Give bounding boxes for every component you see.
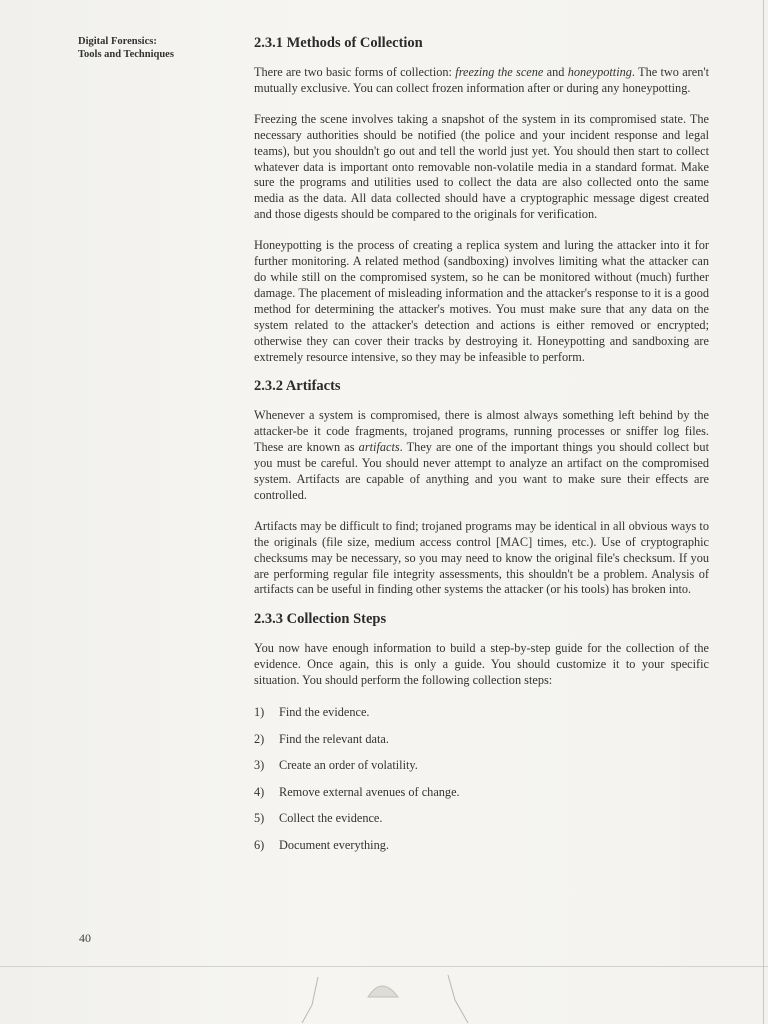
list-item: 3) Create an order of volatility. (254, 758, 418, 773)
paragraph-collection-steps-intro: You now have enough information to build a step-by-step guide for the collection of the evidence. Once again, this is only a guide. You should customize it to your specific situation. You should perform the following collection steps: (254, 641, 709, 688)
list-item: 6) Document everything. (254, 837, 389, 852)
list-item: 1) Find the evidence. (254, 705, 370, 720)
paragraph-forms-of-collection: There are two basic forms of collection: freezing the scene and honeypotting. The two aren't mutually exclusive. You can collect frozen information after or during any honeypotting. (254, 65, 710, 95)
page-right-edge (763, 0, 764, 1024)
paragraph-artifacts-difficulty: Artifacts may be difficult to find; trojaned programs may be identical in all obvious ways to the originals (file size, medium access control [MAC] times, etc.). Use of cryptographic checksums may be necessary, so you may need to know the original file's checksum. If you are performing regular file integrity assessments, this shouldn't be a problem. Analysis of artifacts can be useful in finding other systems the attacker (or his tools) has broken into. (254, 518, 709, 597)
term-artifacts: artifacts (358, 440, 400, 455)
binding-mark-decoration (300, 965, 470, 1024)
term-honeypotting: honeypotting (567, 65, 632, 79)
term-freezing-the-scene: freezing the scene (455, 65, 544, 79)
list-item: 2) Find the relevant data. (254, 731, 389, 746)
section-heading-collection-steps: 2.3.3 Collection Steps (254, 611, 387, 628)
paragraph-honeypotting: Honeypotting is the process of creating a replica system and luring the attacker into it for further monitoring. A related method (sandboxing) involves limiting what the attacker can do while still on the compromised system, so he can be monitored without (much) further damage. The placement of misleading information and the attacker's response to it is a good method for determining the attacker's motives. You must make sure that any data on the system related to the attacker's detection and actions is either removed or encrypted; otherwise they can cover their tracks by destroying it. Honeypotting and sandboxing are extremely resource intensive, so they may be infeasible to perform. (254, 238, 709, 364)
page-content (254, 34, 709, 864)
list-item: 5) Collect the evidence. (254, 811, 383, 826)
section-heading-artifacts: 2.3.2 Artifacts (254, 378, 341, 395)
page-number: 40 (79, 931, 91, 945)
running-head-line-2: Tools and Techniques (78, 48, 174, 60)
running-head-line-1: Digital Forensics: (78, 36, 157, 47)
running-head (78, 36, 228, 61)
paragraph-freezing-the-scene: Freezing the scene involves taking a snapshot of the system in its compromised state. The necessary authorities should be notified (the police and your incident response and legal teams), but you shouldn't go out and tell the world just yet. You should then start to collect whatever data is important onto removable non-volatile media in a standard format. Make sure the programs and utilities used to collect the data are also collected onto the same media as the data. All data collected should have a cryptographic message digest created and those digests should be compared to the originals for verification. (254, 111, 709, 222)
paragraph-artifacts-intro: Whenever a system is compromised, there is almost always something left behind by the attacker-be it code fragments, trojaned programs, running processes or sniffer log files. These are known as artifacts. They are one of the important things you should collect but you must be careful. You should never attempt to analyze an artifact on the compromised system. Artifacts are capable of anything and you want to make sure their effects are controlled. (254, 408, 709, 502)
collection-steps-list (254, 705, 709, 864)
list-item: 4) Remove external avenues of change. (254, 784, 460, 799)
section-heading-methods: 2.3.1 Methods of Collection (254, 35, 423, 51)
